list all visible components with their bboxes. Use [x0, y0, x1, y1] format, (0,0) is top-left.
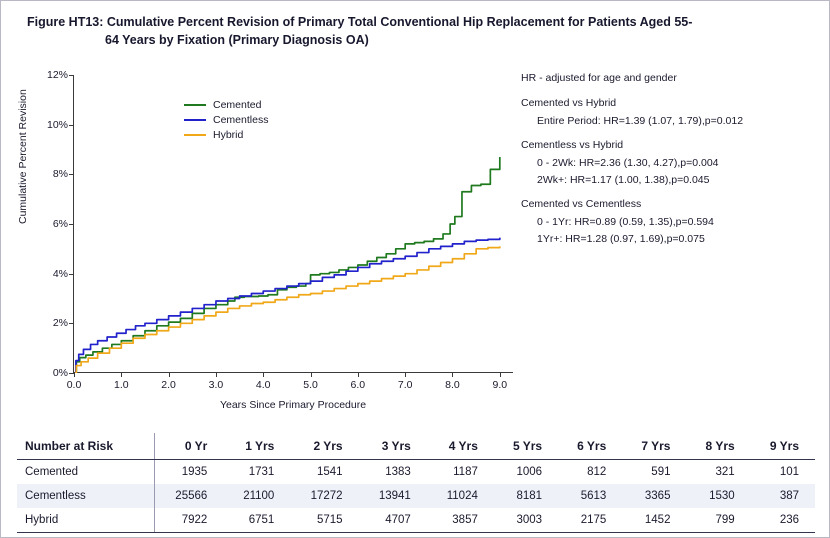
risk-cell: 236	[751, 508, 815, 533]
risk-cell: 25566	[175, 490, 208, 502]
risk-cell: 6751	[223, 508, 290, 533]
legend-item	[184, 97, 268, 112]
y-tick-label: 10%	[46, 118, 68, 131]
risk-cell: 8181	[516, 490, 543, 502]
table-row	[17, 460, 815, 485]
x-tick-mark	[452, 372, 453, 377]
stats-block-line: 0 - 1Yr: HR=0.89 (0.59, 1.35),p=0.594	[537, 216, 714, 228]
y-tick-label: 8%	[52, 168, 68, 181]
y-tick-label: 0%	[52, 367, 68, 379]
x-tick-mark	[263, 372, 264, 377]
page-title-line1: Figure HT13: Cumulative Percent Revision of Primary Total Conventional Hip Replacement for Patients Aged 55-	[27, 15, 693, 29]
stats-panel	[521, 72, 821, 257]
x-tick-label: 9.0	[492, 379, 508, 391]
risk-cell: 591	[651, 466, 671, 478]
x-tick-mark	[500, 372, 501, 377]
x-tick-label: 7.0	[397, 379, 413, 391]
x-tick-mark	[311, 372, 312, 377]
x-tick-mark	[169, 372, 170, 377]
risk-table-column-header: 5 Yrs	[494, 433, 558, 460]
risk-cell: 1187	[453, 466, 478, 478]
legend-label: Cementless	[213, 113, 269, 126]
series-line-cementless	[74, 238, 500, 373]
x-tick-label: 3.0	[208, 379, 224, 391]
risk-table-column-header: 9 Yrs	[751, 433, 815, 460]
x-tick-label: 6.0	[350, 379, 366, 391]
series-lines	[74, 75, 514, 373]
stats-block-line: Entire Period: HR=1.39 (1.07, 1.79),p=0.012	[537, 115, 744, 127]
risk-cell: 3365	[644, 490, 671, 502]
risk-table-column-header: 7 Yrs	[622, 433, 686, 460]
risk-cell: 17272	[310, 490, 343, 502]
legend-swatch-icon	[184, 119, 206, 121]
x-tick-mark	[405, 372, 406, 377]
series-line-hybrid	[74, 246, 500, 373]
stats-block	[521, 198, 821, 246]
risk-cell: 799	[686, 508, 750, 533]
legend-item	[184, 127, 268, 142]
y-tick-label: 12%	[46, 69, 68, 81]
y-axis-label: Cumulative Percent Revision	[17, 89, 29, 224]
stats-block-title: Cementless vs Hybrid	[521, 139, 624, 151]
risk-table-column-header: 8 Yrs	[686, 433, 750, 460]
y-tick-mark	[69, 323, 74, 324]
x-tick-label: 0.0	[66, 379, 82, 391]
y-tick-label: 6%	[52, 218, 68, 230]
risk-cell: 1935	[181, 466, 208, 478]
risk-table-column-header: 6 Yrs	[558, 433, 622, 460]
risk-cell: 5715	[290, 508, 358, 533]
x-tick-label: 1.0	[113, 379, 129, 391]
risk-cell: 5613	[580, 490, 607, 502]
risk-cell: 1452	[622, 508, 686, 533]
risk-cell: 387	[779, 490, 799, 502]
y-tick-mark	[69, 224, 74, 225]
x-tick-label: 4.0	[255, 379, 271, 391]
risk-cell: 812	[587, 466, 607, 478]
risk-cell: 7922	[154, 508, 223, 533]
y-tick-mark	[69, 75, 74, 76]
y-tick-mark	[69, 125, 74, 126]
legend-swatch-icon	[184, 134, 206, 136]
stats-block-line: 2Wk+: HR=1.17 (1.00, 1.38),p=0.045	[537, 174, 710, 186]
stats-block-title: Cemented vs Cementless	[521, 198, 642, 210]
risk-table-header-row	[17, 433, 815, 460]
series-line-cemented	[74, 157, 500, 373]
y-tick-mark	[69, 274, 74, 275]
stats-header: HR - adjusted for age and gender	[521, 72, 677, 84]
risk-table-column-header: 0 Yr	[154, 433, 223, 460]
risk-cell: 1383	[385, 466, 411, 478]
legend-label: Hybrid	[213, 128, 244, 141]
legend-swatch-icon	[184, 104, 206, 106]
risk-cell: 1530	[709, 490, 735, 502]
risk-cell: 1541	[316, 466, 343, 478]
chart-container	[17, 61, 525, 421]
legend-item	[184, 112, 268, 127]
risk-cell: 3003	[494, 508, 558, 533]
x-tick-mark	[74, 372, 75, 377]
chart-legend	[184, 97, 268, 142]
x-tick-label: 8.0	[445, 379, 460, 391]
risk-row-label: Cementless	[17, 484, 154, 508]
x-tick-mark	[358, 372, 359, 377]
risk-table-column-header: 4 Yrs	[427, 433, 494, 460]
risk-cell: 2175	[558, 508, 622, 533]
risk-table-head	[17, 433, 815, 460]
risk-table-column-header: 3 Yrs	[359, 433, 427, 460]
risk-cell: 11024	[446, 490, 478, 502]
x-tick-mark	[216, 372, 217, 377]
stats-block	[521, 97, 821, 128]
risk-cell: 21100	[243, 490, 275, 502]
risk-cell: 3857	[427, 508, 494, 533]
y-tick-label: 4%	[52, 267, 68, 280]
risk-table-body	[17, 460, 815, 533]
risk-table-column-header: 1 Yrs	[223, 433, 290, 460]
risk-cell: 1731	[248, 466, 275, 478]
y-tick-mark	[69, 174, 74, 175]
legend-label: Cemented	[213, 98, 262, 111]
stats-block	[521, 139, 821, 187]
risk-cell: 1006	[516, 466, 543, 478]
plot-area	[46, 69, 513, 391]
number-at-risk-table	[17, 433, 815, 533]
risk-row-label: Hybrid	[17, 508, 154, 533]
page-title	[27, 13, 807, 49]
risk-cell: 13941	[378, 490, 411, 502]
y-tick-label: 2%	[52, 317, 68, 330]
stats-blocks	[521, 97, 821, 246]
x-tick-mark	[121, 372, 122, 377]
risk-cell: 4707	[359, 508, 427, 533]
risk-row-label: Cemented	[17, 460, 154, 485]
table-row	[17, 484, 815, 508]
x-axis-label: Years Since Primary Procedure	[219, 399, 367, 411]
stats-block-title: Cemented vs Hybrid	[521, 97, 617, 109]
risk-table-corner-header: Number at Risk	[17, 433, 154, 460]
risk-cell: 101	[779, 466, 799, 478]
risk-cell: 321	[715, 466, 735, 478]
x-tick-label: 5.0	[303, 379, 318, 391]
page-title-line2: 64 Years by Fixation (Primary Diagnosis OA)	[105, 33, 369, 47]
stats-block-line: 0 - 2Wk: HR=2.36 (1.30, 4.27),p=0.004	[537, 157, 719, 169]
risk-table-column-header: 2 Yrs	[290, 433, 358, 460]
table-row	[17, 508, 815, 533]
stats-block-line: 1Yr+: HR=1.28 (0.97, 1.69),p=0.075	[537, 233, 705, 245]
x-tick-label: 2.0	[161, 379, 176, 391]
